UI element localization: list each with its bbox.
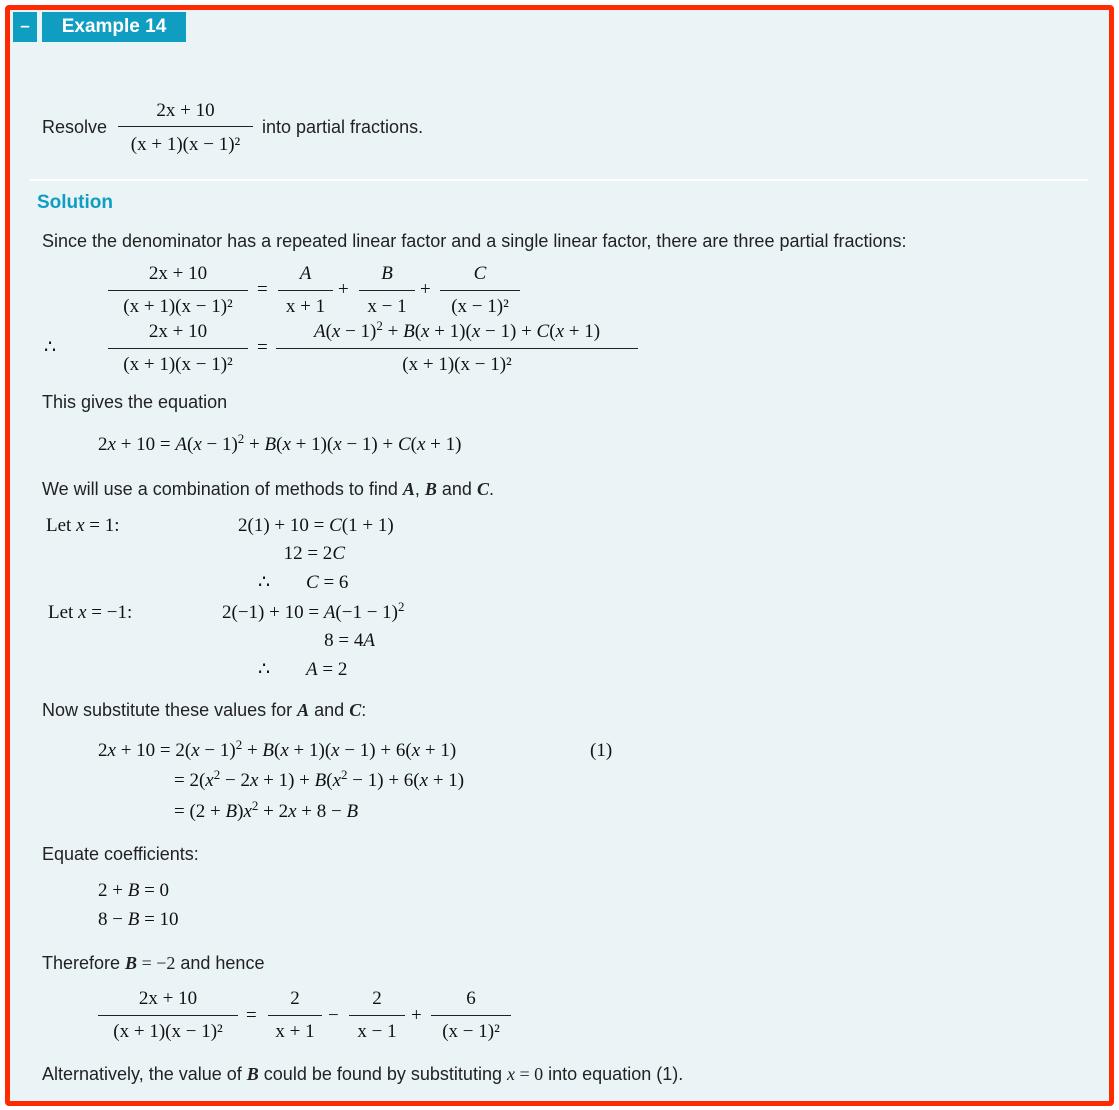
plus-sign: + (420, 279, 431, 300)
final-pf2-denominator: x − 1 (357, 1021, 397, 1042)
lhs-numerator: 2x + 10 (148, 321, 208, 342)
therefore-text: Therefore B = −2 and hence (42, 953, 265, 973)
problem-prefix: Resolve (42, 117, 108, 137)
equation-tag: (1) (590, 740, 613, 761)
let-x1-line1: 2(1) + 10 = C(1 + 1) (238, 515, 394, 536)
example-panel (5, 5, 1114, 1106)
equals-sign: = (257, 279, 268, 300)
coefficient-eq1: 2 + B = 0 (98, 880, 170, 901)
combined-denominator: (x + 1)(x − 1)² (402, 354, 512, 375)
equals-sign: = (246, 1005, 257, 1026)
fraction-bar (98, 1015, 238, 1016)
example-title: Example 14 (42, 12, 186, 42)
gives-text: This gives the equation (42, 392, 228, 412)
fraction-bar (278, 290, 333, 291)
therefore-symbol: ∴ (258, 659, 271, 680)
final-pf2-numerator: 2 (372, 988, 382, 1009)
substitution-line3: = $(2 + B)x^2 + 2x + 8 - B$ (174, 798, 359, 822)
let-x1-line2: 12 = 2C (283, 543, 345, 564)
substitution-line1: $2x + 10 = 2(x - 1)^2 + B(x + 1)(x - 1) + 6(x + 1)$ (98, 737, 457, 761)
final-pf1-numerator: 2 (290, 988, 300, 1009)
fraction-bar (118, 126, 253, 127)
fraction-bar (276, 348, 638, 349)
main-equation: $2x + 10 = A(x - 1)^2 + B(x + 1)(x - 1) + C(x + 1)$ (98, 431, 462, 455)
lhs-denominator: (x + 1)(x − 1)² (113, 1021, 223, 1042)
final-pf3-denominator: (x − 1)² (442, 1021, 500, 1042)
let-x1-label: Let x = 1: (46, 515, 120, 536)
substitute-text: Now substitute these values for A and C: (42, 700, 367, 720)
plus-sign: + (411, 1005, 422, 1026)
fraction-bar (359, 290, 415, 291)
pf1-denominator: x + 1 (285, 296, 326, 317)
alternative-text: Alternatively, the value of B could be found by substituting x = 0 into equation (1). (42, 1064, 684, 1084)
divider (30, 179, 1088, 181)
final-pf1-denominator: x + 1 (275, 1021, 315, 1042)
equals-sign: = (257, 337, 268, 358)
combination-text: We will use a combination of methods to find A, B and C. (42, 479, 494, 499)
fraction-bar (440, 290, 520, 291)
fraction-bar (349, 1015, 405, 1016)
final-pf3-numerator: 6 (466, 988, 476, 1009)
lhs-denominator: (x + 1)(x − 1)² (123, 354, 233, 375)
problem-numerator: 2x + 10 (156, 100, 215, 121)
pf2-denominator: x − 1 (367, 296, 407, 317)
combined-numerator: $A(x - 1)^2 + B(x + 1)(x - 1) + C(x + 1)$ (313, 318, 601, 342)
pf3-denominator: (x − 1)² (451, 296, 509, 317)
let-xm1-label: Let x = −1: (48, 602, 133, 623)
problem-suffix: into partial fractions. (262, 117, 424, 137)
collapse-toggle-button[interactable]: – (13, 12, 37, 42)
coefficient-eq2: 8 − B = 10 (98, 909, 179, 930)
let-xm1-line3: A = 2 (306, 659, 348, 680)
solution-heading: Solution (37, 192, 113, 213)
minus-sign: − (328, 1005, 339, 1026)
therefore-symbol: ∴ (44, 337, 57, 358)
therefore-symbol: ∴ (258, 572, 271, 593)
let-xm1-line1: $2(-1) + 10 = A(-1 - 1)^2$ (222, 599, 405, 623)
lhs-numerator: 2x + 10 (138, 988, 198, 1009)
plus-sign: + (338, 279, 349, 300)
fraction-bar (268, 1015, 322, 1016)
let-x1-line3: C = 6 (306, 572, 349, 593)
intro-text: Since the denominator has a repeated linear factor and a single linear factor, there are three partial fractions: (42, 231, 907, 251)
fraction-bar (431, 1015, 511, 1016)
problem-denominator: (x + 1)(x − 1)² (130, 134, 241, 155)
pf3-numerator: C (473, 263, 487, 284)
lhs-numerator: 2x + 10 (148, 263, 208, 284)
pf2-numerator: B (381, 263, 393, 284)
lhs-denominator: (x + 1)(x − 1)² (123, 296, 233, 317)
pf1-numerator: A (299, 263, 312, 284)
fraction-bar (108, 290, 248, 291)
equate-text: Equate coefficients: (42, 844, 199, 864)
substitution-line2: = $2(x^2 - 2x + 1) + B(x^2 - 1) + 6(x + 1)$ (174, 767, 465, 791)
fraction-bar (108, 348, 248, 349)
let-xm1-line2: 8 = 4A (324, 630, 375, 651)
